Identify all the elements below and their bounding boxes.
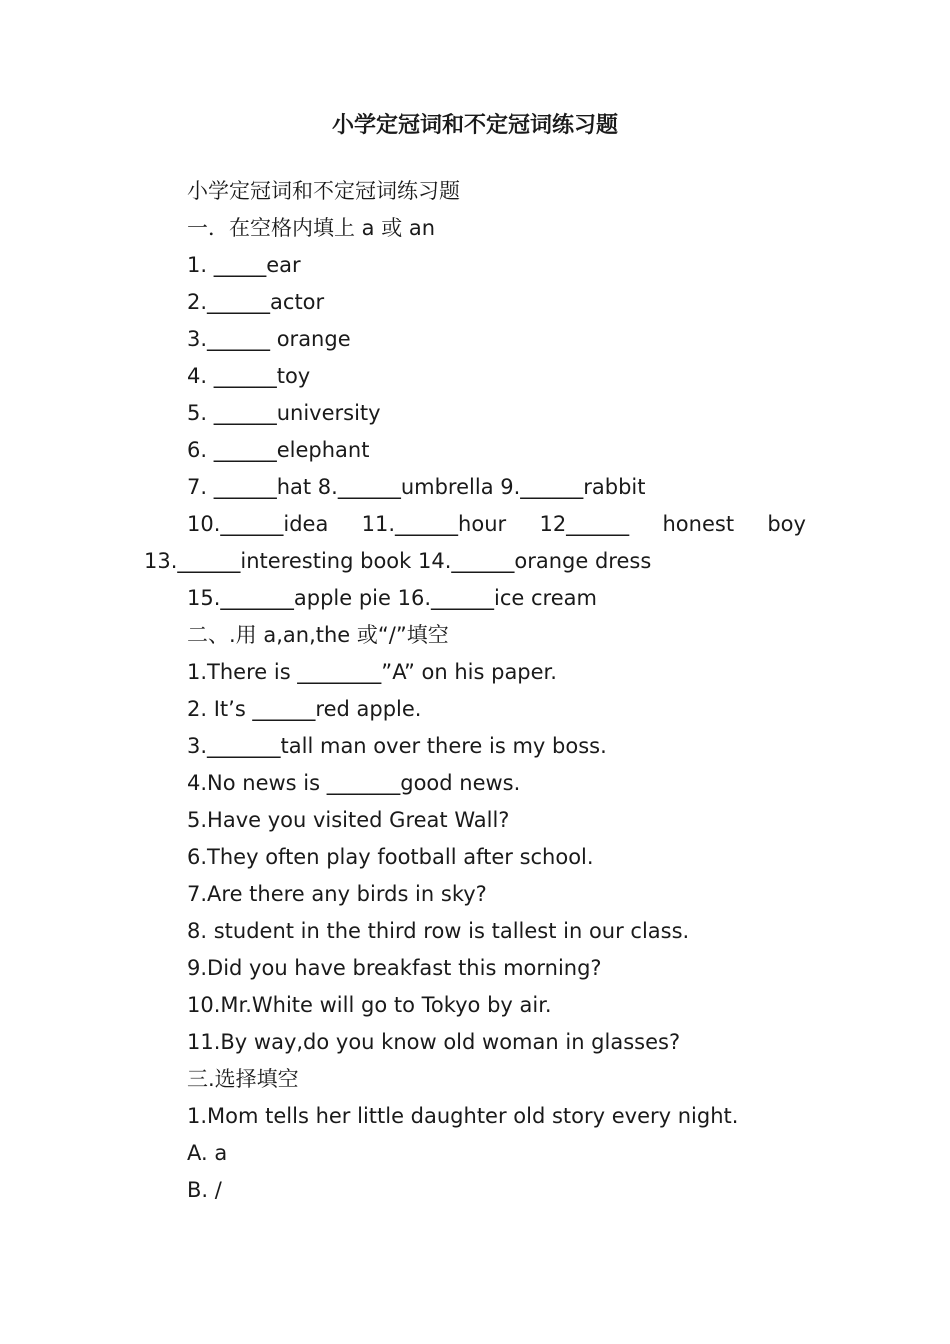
exercise-line: 6. ______elephant [187, 438, 370, 462]
exercise-fragment: boy [767, 512, 806, 536]
exercise-line: 6.They often play football after school. [187, 845, 594, 869]
answer-option: A. a [187, 1141, 228, 1165]
subtitle-line: 小学定冠词和不定冠词练习题 [187, 179, 460, 203]
exercise-line: 5. ______university [187, 401, 381, 425]
exercise-line: 10.Mr.White will go to Tokyo by air. [187, 993, 552, 1017]
exercise-fragment: 10.______idea [187, 512, 329, 536]
exercise-line: 1.There is ________”A” on his paper. [187, 660, 557, 684]
exercise-line: 8. student in the third row is tallest in our class. [187, 919, 690, 943]
exercise-line: 3._______tall man over there is my boss. [187, 734, 607, 758]
exercise-line-continuation: 13.______interesting book 14.______orange dress [144, 549, 652, 573]
exercise-line: 11.By way,do you know old woman in glasses? [187, 1030, 681, 1054]
exercise-line: 5.Have you visited Great Wall? [187, 808, 510, 832]
exercise-fragment: 11.______hour [361, 512, 507, 536]
answer-option: B. / [187, 1178, 222, 1202]
exercise-line: 1. _____ear [187, 253, 301, 277]
exercise-line: 3.______ orange [187, 327, 351, 351]
exercise-line: 9.Did you have breakfast this morning? [187, 956, 602, 980]
exercise-line: 7. ______hat 8.______umbrella 9.______rabbit [187, 475, 646, 499]
page-title: 小学定冠词和不定冠词练习题 [331, 113, 618, 138]
section-3-heading: 三.选择填空 [187, 1067, 299, 1091]
document-body [0, 173, 950, 1209]
exercise-line: 2.______actor [187, 290, 325, 314]
exercise-line: 4.No news is _______good news. [187, 771, 521, 795]
exercise-fragment: honest [662, 512, 735, 536]
exercise-line: 15._______apple pie 16.______ice cream [187, 586, 597, 610]
section-1-heading: 一．在空格内填上 a 或 an [187, 216, 436, 240]
exercise-line: 7.Are there any birds in sky? [187, 882, 487, 906]
exercise-line: 4. ______toy [187, 364, 311, 388]
exercise-line-justified [0, 506, 950, 543]
exercise-fragment: 12______ [539, 512, 630, 536]
exercise-line: 2. It’s ______red apple. [187, 697, 422, 721]
section-2-heading: 二、.用 a,an,the 或“/”填空 [187, 623, 449, 647]
exercise-line: 1.Mom tells her little daughter old story every night. [187, 1104, 739, 1128]
